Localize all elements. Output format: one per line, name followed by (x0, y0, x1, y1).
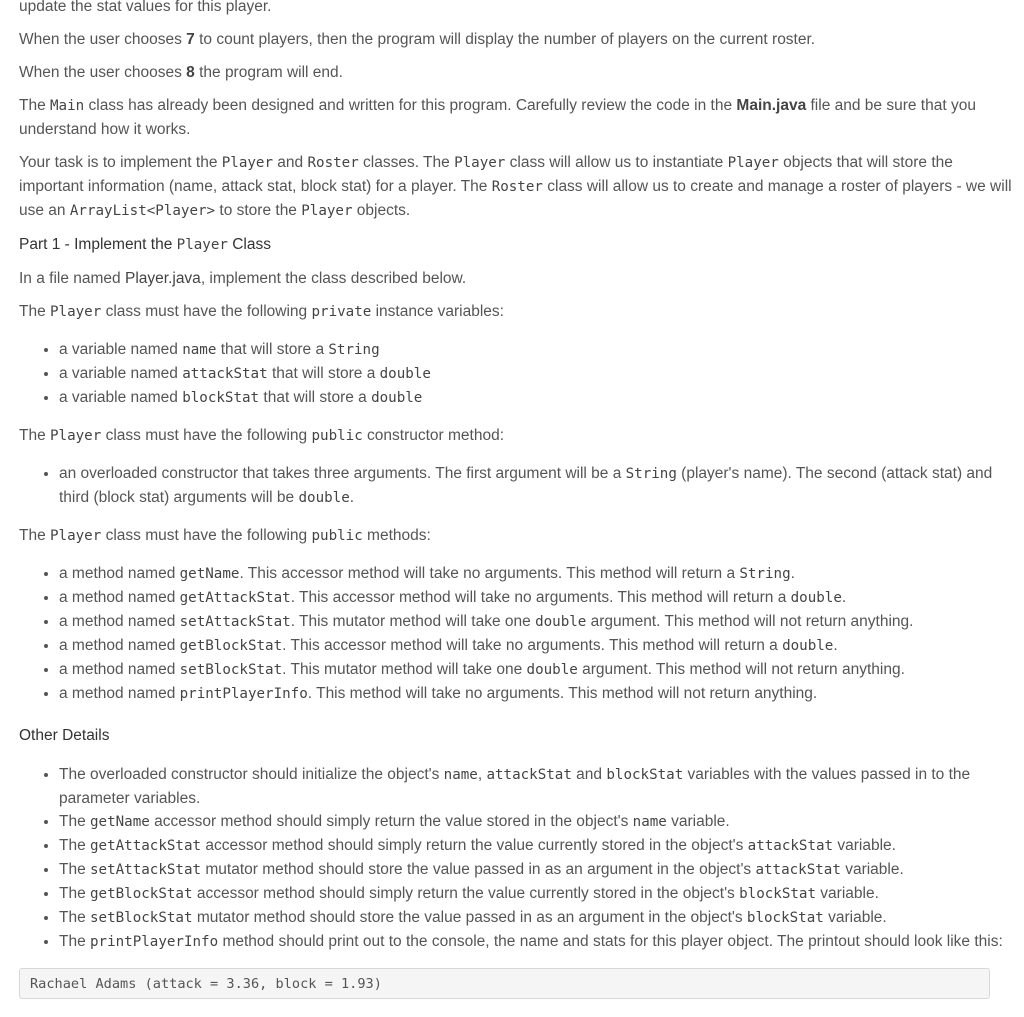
list-item: • The setAttackStat mutator method should store the value passed in as an argument in the object's attackStat variable. (59, 858, 1014, 882)
list-item: • The getAttackStat accessor method should simply return the value currently stored in the object's attackStat variable. (59, 834, 1014, 858)
constructor-list (19, 462, 1014, 510)
list-item: • an overloaded constructor that takes three arguments. The first argument will be a String (player's name). The second (attack stat) and third (block stat) arguments will be double. (59, 462, 1014, 510)
option-8-text: When the user chooses 8 the program will end. (19, 64, 343, 81)
list-item: • The printPlayerInfo method should print out to the console, the name and stats for this player object. The printout should look like this: (59, 930, 1014, 954)
list-item: • a variable named blockStat that will store a double (59, 386, 1014, 410)
other-details-list (19, 763, 1014, 954)
list-item: • The setBlockStat mutator method should store the value passed in as an argument in the object's blockStat variable. (59, 906, 1014, 930)
option-7-text: When the user chooses 7 to count players, then the program will display the number of players on the current roster. (19, 31, 816, 48)
main-class-paragraph: The Main class has already been designed and written for this program. Carefully review the code in the Main.java file and be sure that you understand how it works. (19, 97, 976, 138)
task-paragraph: Your task is to implement the Player and Roster classes. The Player class will allow us to instantiate Player objects that will store the important information (name, attack stat, block stat) for a player. The Roster class will allow us to create and manage a roster of players - we will use an ArrayList<Player> to store the Player objects. (19, 154, 1012, 219)
list-item: • The getBlockStat accessor method should simply return the value currently stored in the object's blockStat variable. (59, 882, 1014, 906)
instance-variables-intro: The Player class must have the following private instance variables: (19, 303, 504, 320)
list-item: • a method named printPlayerInfo. This method will take no arguments. This method will not return anything. (59, 682, 1014, 706)
list-item: • The getName accessor method should simply return the value stored in the object's name variable. (59, 810, 1014, 834)
sample-output-block: Rachael Adams (attack = 3.36, block = 1.93) (19, 968, 990, 999)
constructor-intro: The Player class must have the following public constructor method: (19, 427, 505, 444)
list-item: • a variable named name that will store a String (59, 338, 1014, 362)
instance-variables-list (19, 338, 1014, 410)
part1-heading: Part 1 - Implement the Player Class (19, 236, 271, 253)
list-item: • a variable named attackStat that will store a double (59, 362, 1014, 386)
methods-intro: The Player class must have the following public methods: (19, 527, 431, 544)
list-item: • a method named getBlockStat. This accessor method will take no arguments. This method will return a double. (59, 634, 1014, 658)
intro-continuation: update the stat values for this player. (19, 0, 272, 15)
file-instruction: In a file named Player.java, implement the class described below. (19, 270, 467, 287)
other-details-heading: Other Details (19, 727, 110, 744)
list-item: • a method named getName. This accessor method will take no arguments. This method will return a String. (59, 562, 1014, 586)
list-item: • a method named setAttackStat. This mutator method will take one double argument. This method will not return anything. (59, 610, 1014, 634)
methods-list (19, 562, 1014, 706)
list-item: • a method named getAttackStat. This accessor method will take no arguments. This method will return a double. (59, 586, 1014, 610)
list-item: • a method named setBlockStat. This mutator method will take one double argument. This method will not return anything. (59, 658, 1014, 682)
list-item: • The overloaded constructor should initialize the object's name, attackStat and blockStat variables with the values passed in to the parameter variables. (59, 763, 1014, 810)
